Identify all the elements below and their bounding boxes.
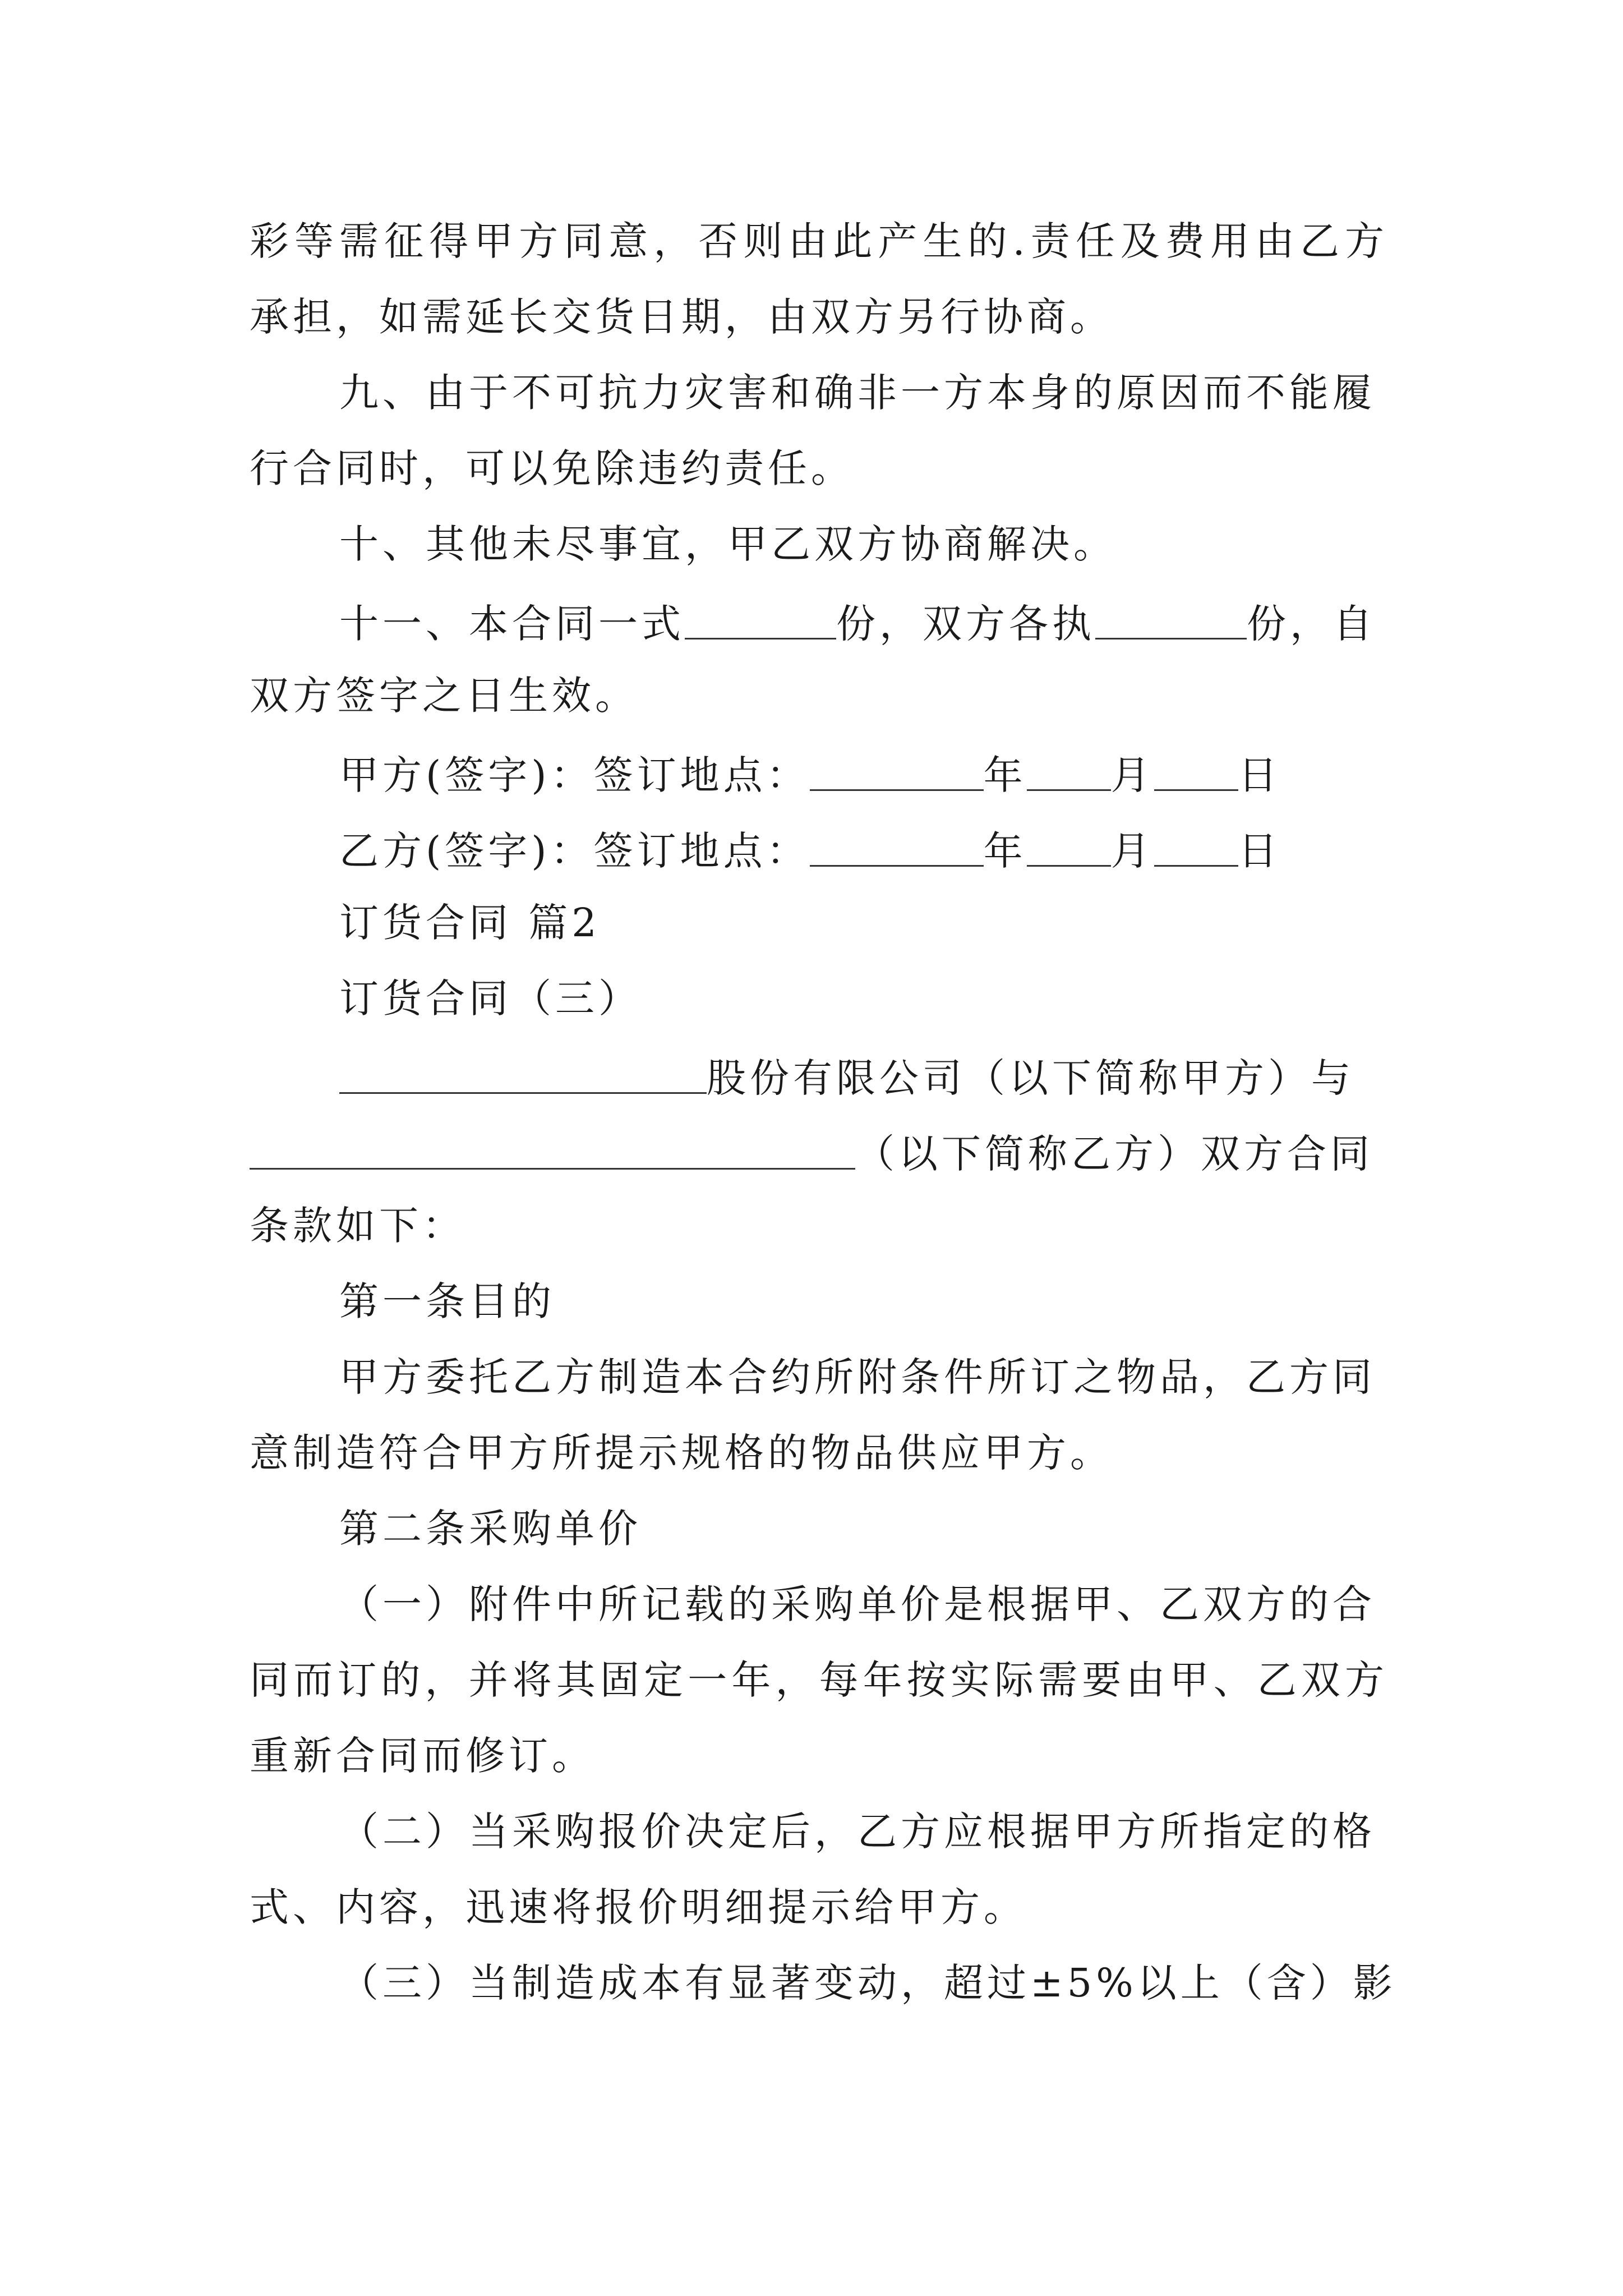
section-heading: 订货合同 篇2 [339, 900, 601, 946]
paragraph-line: 彩等需征得甲方同意，否则由此产生的.责任及费用由乙方 [250, 218, 1388, 264]
month-label: 月 [1110, 828, 1154, 874]
year-label: 年 [983, 828, 1027, 874]
day-blank[interactable] [1154, 752, 1238, 791]
clause-eleven-text: 十一、本合同一式 [339, 601, 685, 647]
month-blank[interactable] [1027, 827, 1111, 867]
clause-eleven-text: 份，自 [1247, 601, 1376, 647]
copies-blank[interactable] [685, 600, 836, 639]
clause-eleven-line [339, 600, 1478, 647]
paragraph-line: 甲方委托乙方制造本合约所附条件所订之物品，乙方同 [339, 1354, 1376, 1400]
paragraph-line: 承担，如需延长交货日期，由双方另行协商。 [250, 294, 1113, 340]
place-blank[interactable] [810, 752, 984, 791]
paragraph-line: 重新合同而修订。 [250, 1733, 595, 1779]
paragraph-line: 行合同时，可以免除违约责任。 [250, 445, 854, 491]
place-blank[interactable] [810, 827, 984, 867]
signature-label: 甲方(签字)：签订地点： [339, 752, 810, 798]
year-label: 年 [983, 752, 1027, 798]
party-intro-line [250, 1130, 1388, 1177]
paragraph-line: （二）当采购报价决定后，乙方应根据甲方所指定的格 [339, 1809, 1376, 1855]
clause-ten-line: 十、其他未尽事宜，甲乙双方协商解决。 [339, 521, 1117, 567]
signature-label: 乙方(签字)：签订地点： [339, 828, 810, 874]
day-label: 日 [1238, 828, 1281, 874]
party-a-signature-line [339, 752, 1478, 798]
paragraph-line: （一）附件中所记载的采购单价是根据甲、乙双方的合 [339, 1581, 1376, 1627]
clause-nine-line: 九、由于不可抗力灾害和确非一方本身的原因而不能履 [339, 370, 1376, 416]
party-intro-line [339, 1055, 1478, 1101]
paragraph-line: 双方签字之日生效。 [250, 673, 638, 719]
party-intro-text: 股份有限公司（以下简称甲方）与 [707, 1055, 1354, 1101]
paragraph-line: 条款如下： [250, 1203, 465, 1249]
month-blank[interactable] [1027, 752, 1111, 791]
section-heading: 订货合同（三） [339, 976, 642, 1022]
article-heading: 第二条采购单价 [339, 1506, 642, 1552]
party-a-name-blank[interactable] [339, 1055, 707, 1094]
party-b-name-blank[interactable] [250, 1130, 855, 1170]
paragraph-line: 同而订的，并将其固定一年，每年按实际需要由甲、乙双方 [250, 1657, 1388, 1703]
party-intro-text: （以下简称乙方）双方合同 [855, 1131, 1373, 1177]
paragraph-line: （三）当制造成本有显著变动，超过±5%以上（含）影 [339, 1960, 1396, 2006]
paragraph-line: 式、内容，迅速将报价明细提示给甲方。 [250, 1884, 1027, 1930]
clause-eleven-text: 份，双方各执 [836, 601, 1095, 647]
paragraph-line: 意制造符合甲方所提示规格的物品供应甲方。 [250, 1430, 1113, 1476]
month-label: 月 [1110, 752, 1154, 798]
day-label: 日 [1238, 752, 1281, 798]
party-b-signature-line [339, 827, 1478, 874]
day-blank[interactable] [1154, 827, 1238, 867]
each-copies-blank[interactable] [1095, 600, 1247, 639]
article-heading: 第一条目的 [339, 1278, 555, 1324]
